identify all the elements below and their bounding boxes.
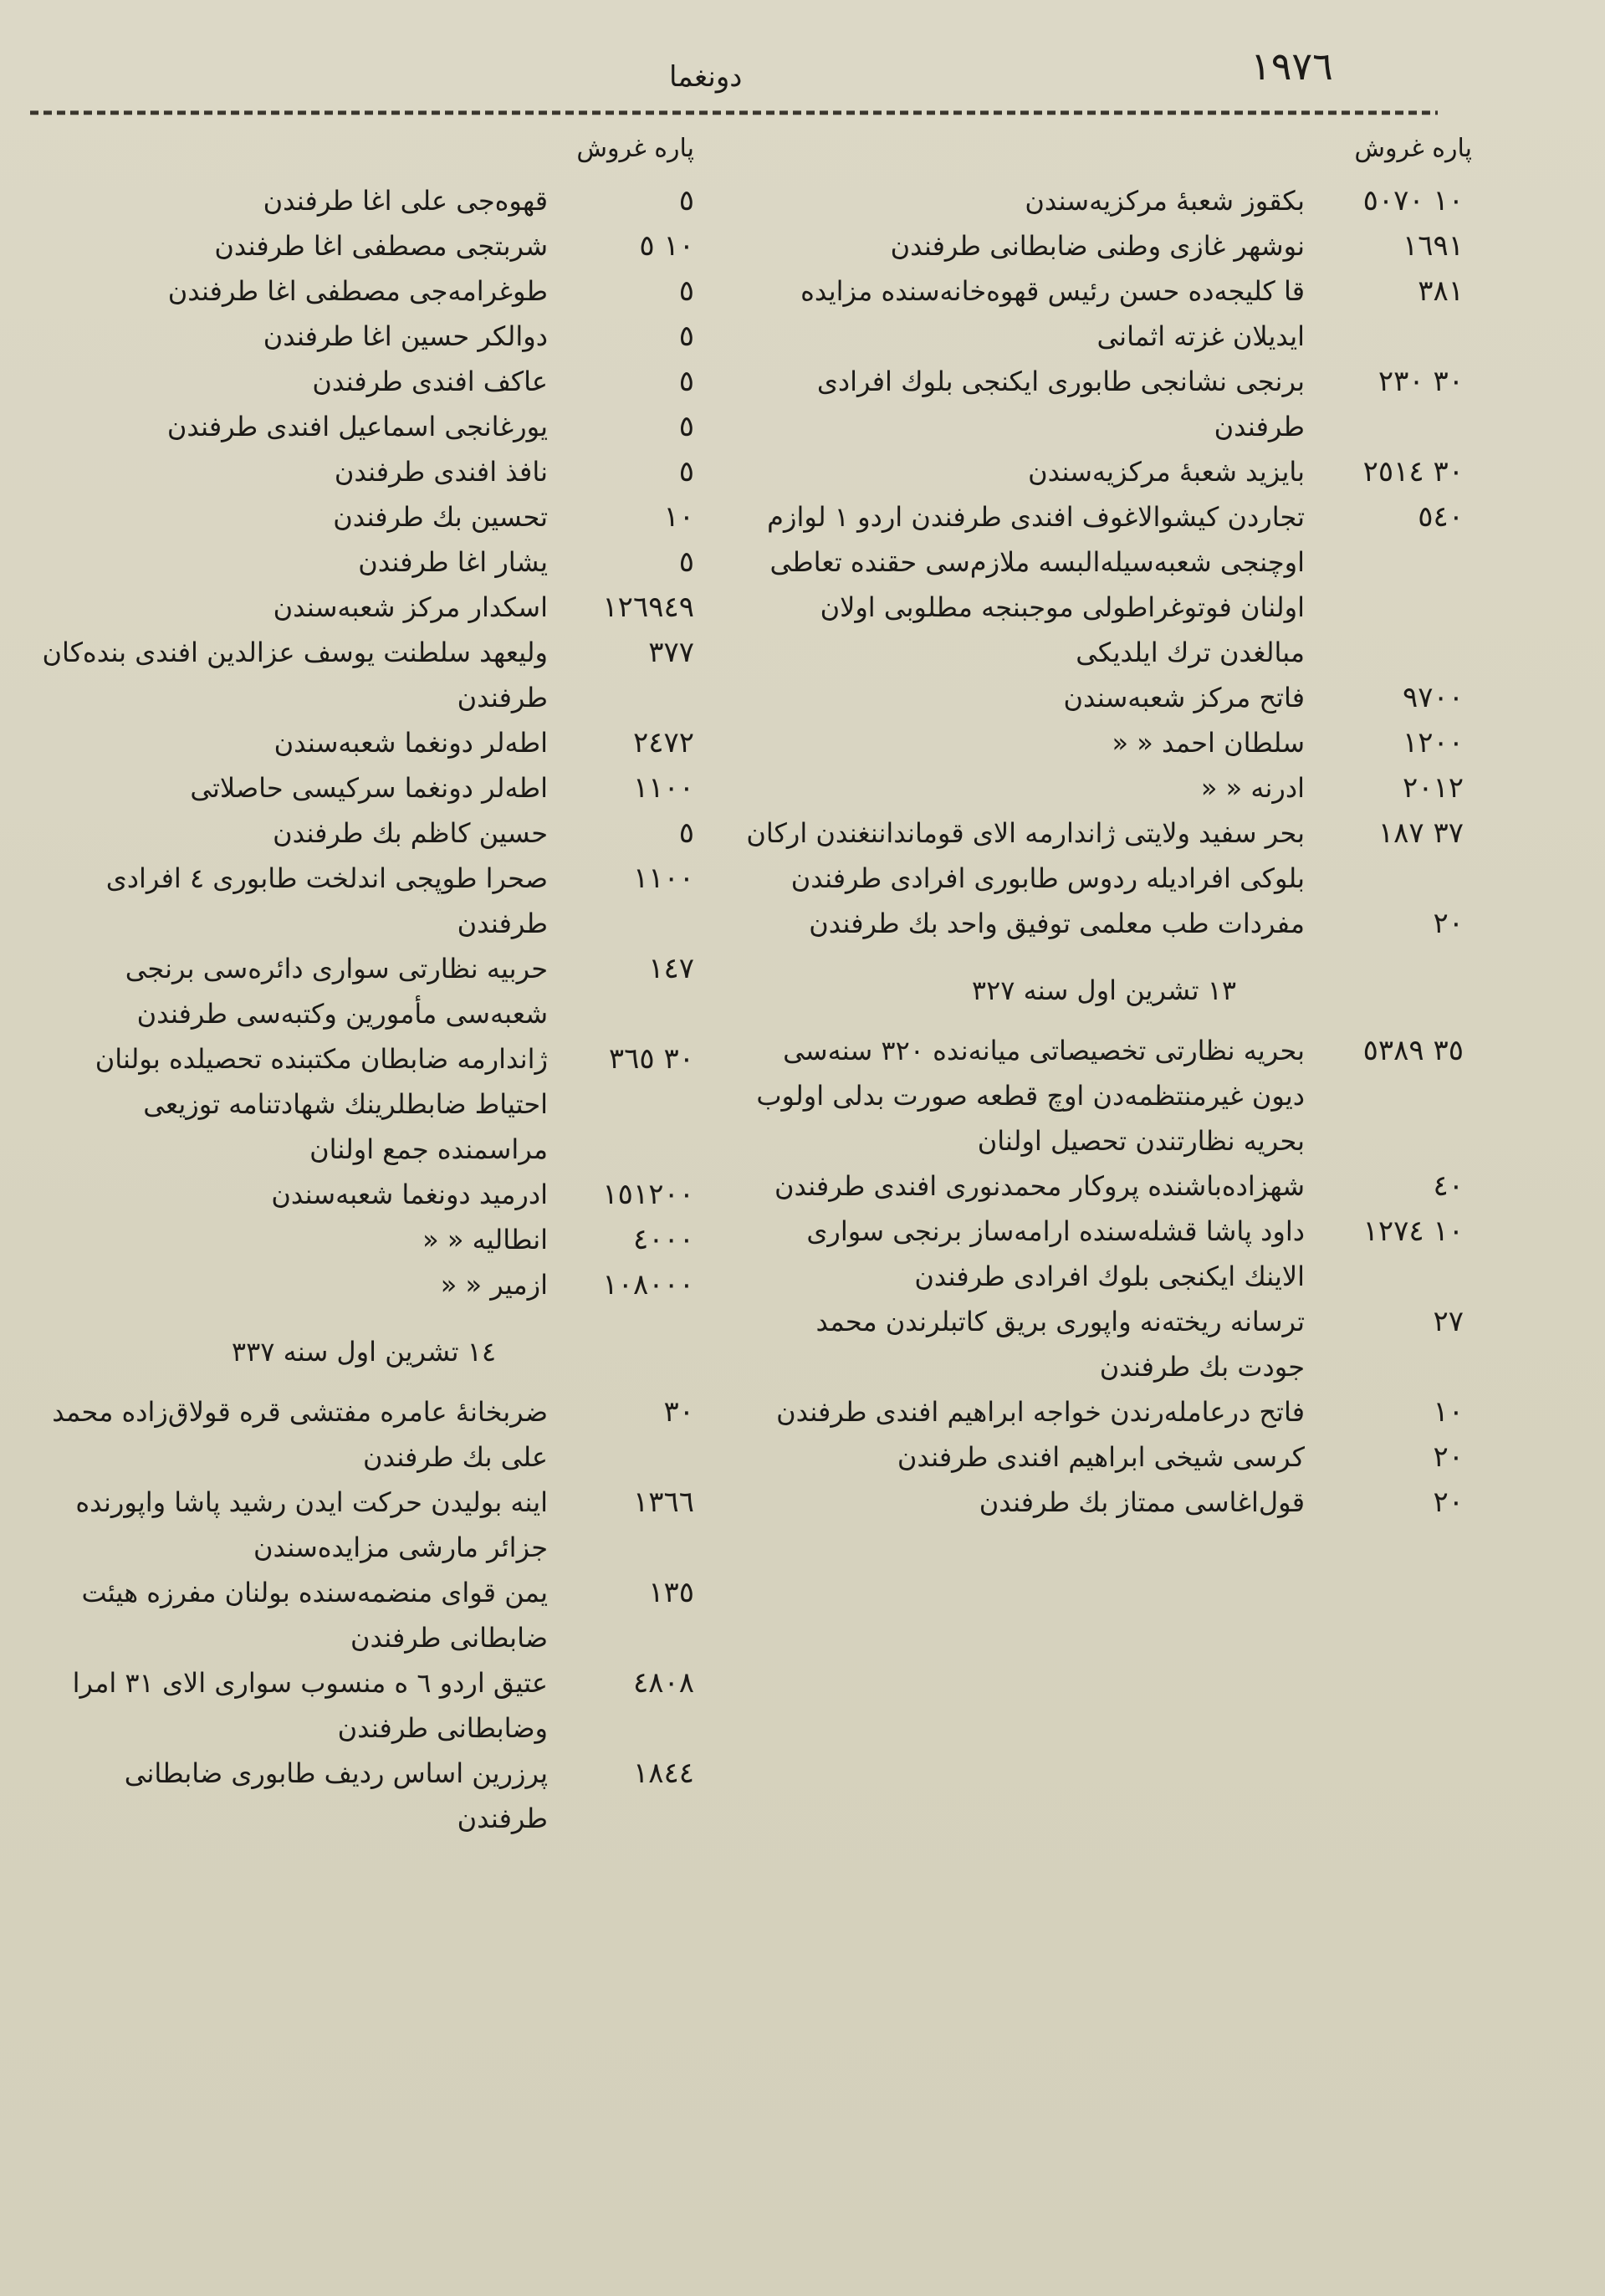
ledger-entry: [33, 946, 694, 1036]
entry-text: ترسانه ریخته‌نه واپوری بریق كاتبلرندن محمد جودت بك طرفندن: [815, 1306, 1305, 1383]
entry-text: فاتح درعامله‌رندن خواجه ابراهیم افندی طرفندن: [776, 1396, 1305, 1428]
ledger-entry: [33, 268, 694, 314]
entry-text: مفردات طب معلمی توفیق واحد بك طرفندن: [809, 908, 1305, 939]
ledger-entry: [744, 1209, 1464, 1299]
entry-list: [33, 1389, 694, 1841]
ledger-entry: [744, 449, 1464, 494]
entry-amount: ٣٧ ١٨٧: [1378, 816, 1464, 850]
ledger-entry: [744, 359, 1464, 449]
ledger-entry: [744, 178, 1464, 223]
entry-amount: ١٣٥: [648, 1576, 694, 1609]
entry-text: اینه بولیدن حركت ایدن رشید پاشا واپورنده جزائر مارشی مزایده‌سندن: [75, 1486, 548, 1563]
entry-text: عتیق اردو ٦ ه منسوب سواری الای ٣١ امرا وضابطانی طرفندن: [72, 1667, 548, 1744]
entry-amount: ١٨٤٤: [632, 1757, 694, 1790]
entry-amount: ٣٠ ٢٣٠: [1378, 365, 1464, 398]
ledger-entry: [33, 1389, 694, 1480]
date-line: ١٣ تشرین اول سنه ٣٢٧: [971, 974, 1237, 1006]
ledger-entry: [33, 314, 694, 359]
column-left: [33, 134, 694, 1841]
ledger-entry: [33, 1036, 694, 1172]
entry-amount: ٥: [678, 455, 694, 488]
entry-amount: ١٠٨٠٠٠: [602, 1268, 694, 1301]
entry-amount: ٥: [678, 184, 694, 217]
entry-amount: ٢٠: [1433, 1485, 1464, 1519]
entry-text: ولیعهد سلطنت یوسف عزالدین افندی بنده‌كان طرفندن: [42, 637, 548, 713]
ledger-entry: [33, 856, 694, 946]
entry-text: حسین كاظم بك طرفندن: [273, 817, 548, 849]
entry-text: فاتح مركز شعبه‌سندن: [1063, 682, 1305, 713]
entry-amount: ٣٨١: [1418, 274, 1464, 308]
entry-text: یمن قوای منضمه‌سنده بولنان مفرزه هیئت ضابطانی طرفندن: [81, 1577, 548, 1654]
entry-text: عاكف افندی طرفندن: [312, 366, 548, 397]
entry-text: شربتجی مصطفی اغا طرفندن: [214, 230, 548, 262]
currency-heading: پاره غروش: [1354, 134, 1472, 163]
entry-list: [33, 178, 694, 1307]
entry-amount: ١٢٦٩٤٩: [602, 591, 694, 624]
ledger-entry: [33, 404, 694, 449]
entry-list: [744, 178, 1464, 946]
ledger-entry: [33, 720, 694, 765]
ledger-entry: [744, 494, 1464, 675]
header-rule: [30, 105, 1438, 119]
entry-amount: ٢٠: [1433, 907, 1464, 940]
entry-amount: ٣٥ ٥٣٨٩: [1362, 1034, 1464, 1067]
ledger-entry: [33, 1217, 694, 1262]
ledger-entry: [33, 811, 694, 856]
ledger-entry: [33, 449, 694, 494]
entry-amount: ١٠: [663, 500, 694, 534]
entry-amount: ٢٤٧٢: [632, 726, 694, 759]
entry-amount: ١٠: [1433, 1395, 1464, 1429]
entry-amount: ١٠ ٥٠٧٠: [1362, 184, 1464, 217]
entry-list: [744, 1028, 1464, 1525]
ledger-entry: [33, 223, 694, 268]
ledger-entry: [744, 1163, 1464, 1209]
entry-text: ادرنه « «: [1200, 772, 1305, 804]
entry-text: سلطان احمد « «: [1112, 727, 1305, 759]
entry-text: دوالكر حسین اغا طرفندن: [263, 320, 548, 352]
ledger-entry: [744, 1299, 1464, 1389]
entry-amount: ٣٠: [663, 1395, 694, 1429]
entry-text: اطه‌لر دونغما سركیسی حاصلاتی: [190, 772, 548, 804]
entry-text: ژاندارمه ضابطان مكتبنده تحصیلده بولنان احتیاط ضابطلرینك شهادتنامه توزیعی مراسمنده جمع اولنان: [95, 1043, 548, 1165]
ledger-entry: [33, 765, 694, 811]
entry-text: كرسی شیخی ابراهیم افندی طرفندن: [897, 1441, 1305, 1473]
ledger-entry: [33, 1570, 694, 1660]
entry-amount: ١٥١٢٠٠: [602, 1178, 694, 1211]
entry-text: طوغرامه‌جی مصطفی اغا طرفندن: [167, 275, 548, 307]
entry-text: ادرمید دونغما شعبه‌سندن: [271, 1179, 548, 1210]
ledger-entry: [744, 1389, 1464, 1434]
entry-amount: ٥: [678, 410, 694, 443]
ledger-entry: [33, 585, 694, 630]
entry-text: حربیه نظارتی سواری دائره‌سی برنجی شعبه‌سی مأمورین وكتبه‌سی طرفندن: [125, 953, 548, 1030]
entry-amount: ٤٠: [1433, 1169, 1464, 1203]
entry-text: ازمیر « «: [440, 1269, 548, 1301]
entry-amount: ١١٠٠: [632, 771, 694, 805]
ledger-entry: [744, 765, 1464, 811]
entry-text: یشار اغا طرفندن: [358, 546, 548, 578]
page-number: ١٩٧٦: [1250, 43, 1333, 89]
entry-text: برنجی نشانجی طابوری ایكنجی بلوك افرادی طرفندن: [816, 366, 1305, 442]
entry-amount: ١٦٩١: [1402, 229, 1464, 263]
entry-text: شهزاده‌باشنده پروكار محمدنوری افندی طرفندن: [774, 1170, 1305, 1202]
entry-amount: ٥: [678, 274, 694, 308]
entry-text: تحسین بك طرفندن: [333, 501, 548, 533]
ledger-entry: [744, 223, 1464, 268]
entry-text: انطالیه « «: [422, 1224, 548, 1255]
ledger-entry: [33, 1480, 694, 1570]
ledger-entry: [744, 268, 1464, 359]
entry-amount: ٢٠: [1433, 1440, 1464, 1474]
ledger-entry: [744, 720, 1464, 765]
entry-amount: ٤٠٠٠: [632, 1223, 694, 1256]
entry-text: قهوه‌جی علی اغا طرفندن: [263, 185, 548, 217]
ledger-entry: [33, 494, 694, 539]
entry-amount: ٩٧٠٠: [1402, 681, 1464, 714]
entry-amount: ١٠ ٥: [639, 229, 694, 263]
entry-amount: ٤٨٠٨: [632, 1666, 694, 1700]
entry-amount: ٥: [678, 320, 694, 353]
ledger-entry: [744, 675, 1464, 720]
ledger-entry: [33, 1262, 694, 1307]
ledger-entry: [33, 1660, 694, 1751]
ledger-entry: [744, 1434, 1464, 1480]
entry-amount: ٣٧٧: [648, 636, 694, 669]
ledger-entry: [744, 1028, 1464, 1163]
entry-text: بحریه نظارتی تخصیصاتی میانه‌نده ٣٢٠ سنه‌سی دیون غیرمنتظمه‌دن اوچ قطعه صورت بدلی اولوب بحریه نظارتندن تحصیل اولنان: [756, 1035, 1305, 1157]
ledger-entry: [744, 811, 1464, 901]
entry-amount: ٥: [678, 365, 694, 398]
ledger-entry: [33, 178, 694, 223]
running-title: دونغما: [669, 60, 743, 94]
entry-text: ضربخانهٔ عامره مفتشی قره قولاق‌زاده محمد علی بك طرفندن: [52, 1396, 548, 1473]
entry-amount: ١٠ ١٢٧٤: [1362, 1214, 1464, 1248]
entry-amount: ٥٤٠: [1418, 500, 1464, 534]
entry-text: یورغانجی اسماعیل افندی طرفندن: [166, 411, 548, 442]
entry-amount: ٣٠ ٢٥١٤: [1362, 455, 1464, 488]
entry-amount: ١٣٦٦: [632, 1485, 694, 1519]
entry-text: قول‌اغاسی ممتاز بك طرفندن: [979, 1486, 1305, 1518]
entry-amount: ٢٧: [1433, 1305, 1464, 1338]
entry-amount: ١١٠٠: [632, 862, 694, 895]
entry-text: بحر سفید ولایتی ژاندارمه الای قومانداننغندن اركان بلوكی افرادیله ردوس طابوری افرادی طرفندن: [746, 817, 1305, 894]
ledger-entry: [33, 630, 694, 720]
ledger-entry: [744, 1480, 1464, 1525]
entry-text: قا كلیجه‌ده حسن رئیس قهوه‌خانه‌سنده مزایده ایدیلان غزته اثمانی: [800, 275, 1305, 352]
ledger-entry: [744, 901, 1464, 946]
entry-text: نوشهر غازی وطنی ضابطانی طرفندن: [890, 230, 1305, 262]
ledger-entry: [33, 1751, 694, 1841]
entry-amount: ٥: [678, 816, 694, 850]
date-line: ١٤ تشرین اول سنه ٣٣٧: [231, 1336, 497, 1368]
entry-text: پرزرین اساس ردیف طابوری ضابطانی طرفندن: [124, 1757, 548, 1834]
ledger-entry: [33, 1172, 694, 1217]
entry-amount: ٥: [678, 545, 694, 579]
entry-text: بایزید شعبهٔ مركزیه‌سندن: [1028, 456, 1305, 488]
entry-amount: ١٢٠٠: [1402, 726, 1464, 759]
ledger-entry: [33, 539, 694, 585]
entry-text: اسكدار مركز شعبه‌سندن: [273, 591, 548, 623]
entry-text: داود پاشا قشله‌سنده ارامه‌ساز برنجی سواری الاینك ایكنجی بلوك افرادی طرفندن: [806, 1215, 1305, 1292]
currency-heading: پاره غروش: [576, 134, 694, 163]
entry-text: بكقوز شعبهٔ مركزیه‌سندن: [1025, 185, 1305, 217]
column-right: [744, 134, 1472, 1525]
entry-amount: ٢٠١٢: [1402, 771, 1464, 805]
entry-amount: ٣٠ ٣٦٥: [608, 1042, 694, 1076]
ledger-entry: [33, 359, 694, 404]
entry-text: نافذ افندی طرفندن: [334, 456, 548, 488]
entry-text: اطه‌لر دونغما شعبه‌سندن: [273, 727, 548, 759]
entry-text: صحرا طوپجی اندلخت طابوری ٤ افرادی طرفندن: [105, 862, 548, 939]
entry-amount: ١٤٧: [648, 952, 694, 985]
entry-text: تجاردن كیشوالاغوف افندی طرفندن اردو ١ لوازم اوچنجی شعبه‌سیله‌البسه ملازم‌سی حقنده تعاطی اولنان فوتوغراطولی موجبنجه مطلوبی اولان مبالغدن ترك ایلدیكی: [767, 501, 1305, 668]
